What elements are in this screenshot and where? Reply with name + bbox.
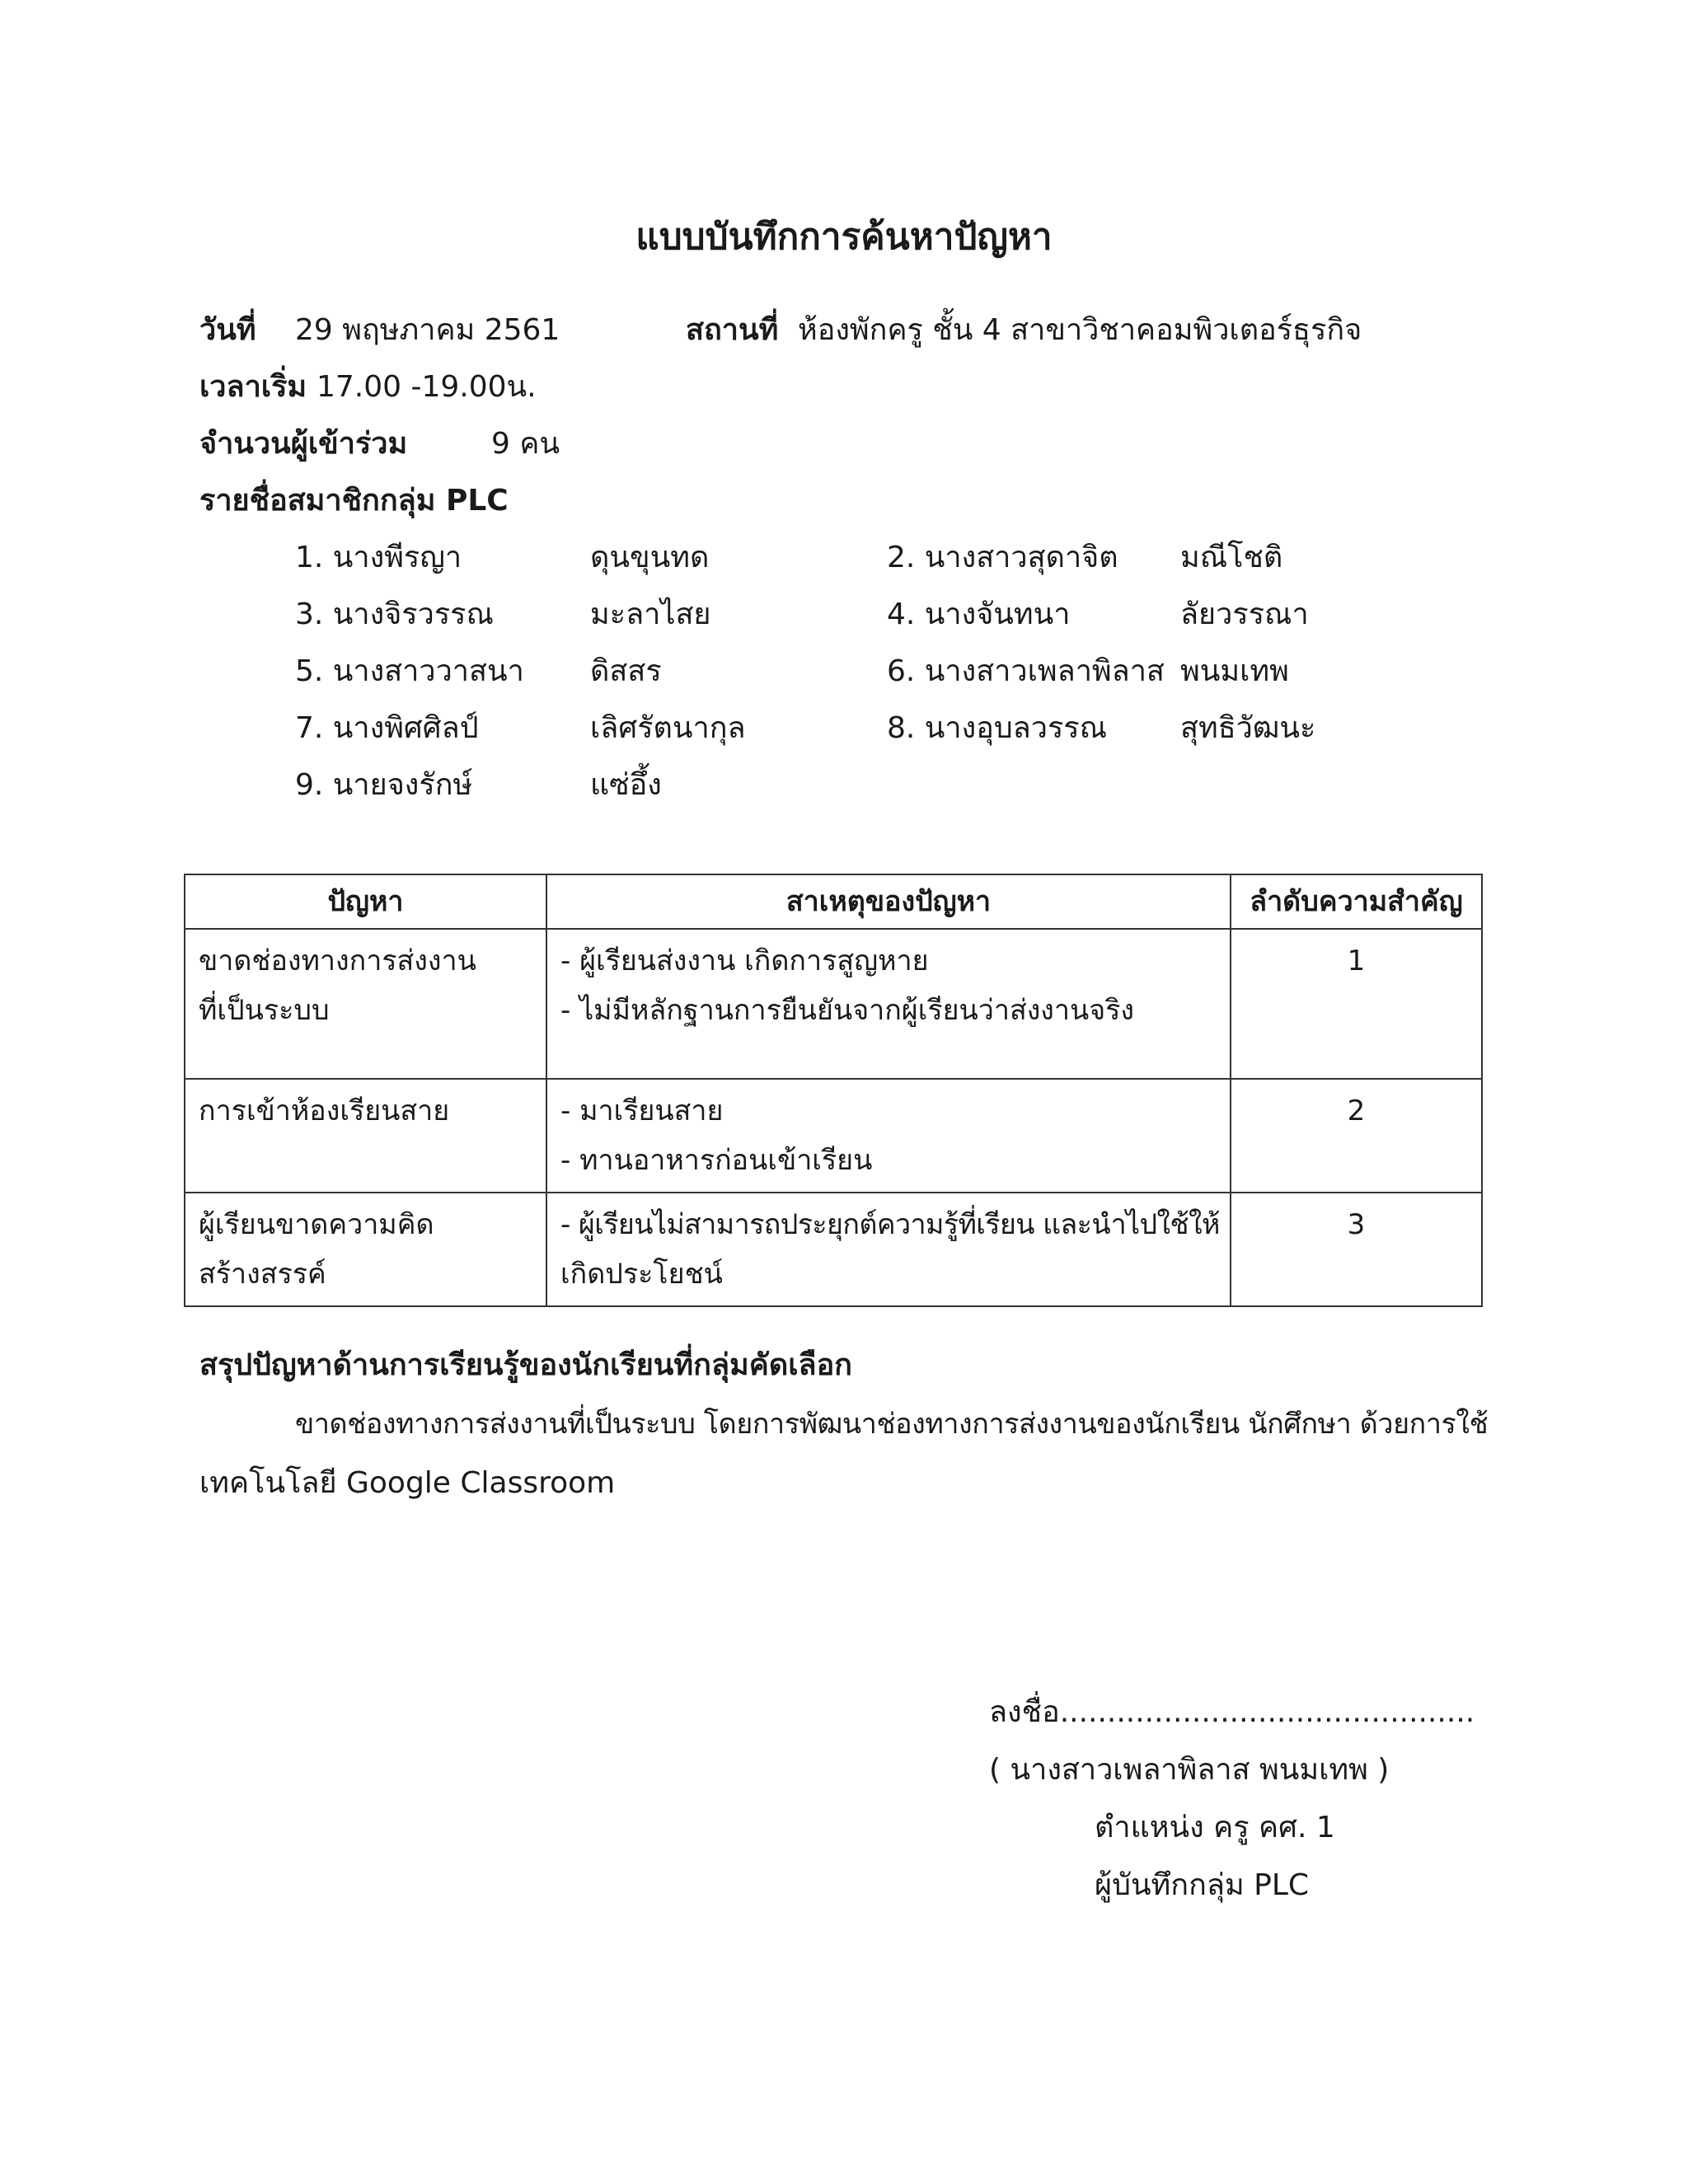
member-surname: มะลาไสย — [590, 598, 711, 631]
members-heading: รายชื่อสมาชิกกลุ่ม PLC — [199, 484, 509, 518]
summary-text: ขาดช่องทางการส่งงานที่เป็นระบบ โดยการพัฒนาช่องทางการส่งงานของนักเรียน นักศึกษา ด้วยการใช้ — [295, 1408, 1489, 1441]
member-name: 5. นางสาววาสนา — [295, 654, 524, 688]
time-value: 17.00 -19.00น. — [316, 370, 537, 404]
problem-text: สร้างสรรค์ — [199, 1258, 326, 1291]
problem-cell — [185, 1193, 546, 1306]
column-header-problem: ปัญหา — [185, 874, 546, 929]
problem-text: ที่เป็นระบบ — [199, 994, 330, 1027]
place-value: ห้องพักครู ชั้น 4 สาขาวิชาคอมพิวเตอร์ธุรกิจ — [798, 313, 1362, 347]
problem-cell — [185, 1079, 546, 1193]
place-label: สถานที่ — [686, 313, 779, 347]
cause-text: - ทานอาหารก่อนเข้าเรียน — [560, 1144, 873, 1177]
member-surname: มณีโชติ — [1180, 541, 1283, 574]
cause-cell — [546, 1079, 1231, 1193]
member-name: 2. นางสาวสุดาจิต — [887, 541, 1118, 574]
member-surname: เลิศรัตนากุล — [590, 711, 746, 745]
member-surname: ดิสสร — [590, 654, 662, 688]
signer-position: ตำแหน่ง ครู คศ. 1 — [1095, 1811, 1335, 1844]
problem-text: ขาดช่องทางการส่งงาน — [199, 944, 476, 977]
priority-cell: 3 — [1231, 1193, 1482, 1306]
member-surname: ลัยวรรณา — [1180, 598, 1309, 631]
time-label: เวลาเริ่ม — [199, 370, 307, 404]
table-header-row — [185, 874, 1482, 929]
date-label: วันที่ — [199, 313, 256, 347]
page-title: แบบบันทึกการค้นหาปัญหา — [635, 216, 1053, 258]
member-name: 3. นางจิรวรรณ — [295, 598, 494, 631]
member-name: 4. นางจันทนา — [887, 598, 1071, 631]
cause-cell — [546, 929, 1231, 1079]
cause-text: - ผู้เรียนส่งงาน เกิดการสูญหาย — [560, 944, 929, 977]
member-surname: สุทธิวัฒนะ — [1180, 711, 1316, 745]
cause-cell — [546, 1193, 1231, 1306]
member-name: 6. นางสาวเพลาพิลาส — [887, 654, 1165, 688]
member-name: 8. นางอุบลวรรณ — [887, 711, 1108, 745]
signer-name: ( นางสาวเพลาพิลาส พนมเทพ ) — [989, 1753, 1390, 1787]
date-value: 29 พฤษภาคม 2561 — [295, 313, 560, 347]
attendee-count-value: 9 คน — [491, 427, 560, 461]
attendee-count-label: จำนวนผู้เข้าร่วม — [199, 427, 408, 461]
member-name: 7. นางพิศศิลป์ — [295, 711, 479, 745]
signature-line: ลงชื่อ............................................ — [989, 1695, 1475, 1729]
member-name: 9. นายจงรักษ์ — [295, 768, 473, 802]
priority-cell: 1 — [1231, 929, 1482, 1079]
member-surname: พนมเทพ — [1180, 654, 1289, 688]
summary-heading: สรุปปัญหาด้านการเรียนรู้ของนักเรียนที่กลุ่มคัดเลือก — [199, 1348, 852, 1382]
column-header-cause: สาเหตุของปัญหา — [546, 874, 1231, 929]
problem-text: ผู้เรียนขาดความคิด — [199, 1208, 434, 1241]
cause-text: เกิดประโยชน์ — [560, 1258, 723, 1291]
cause-text: - ผู้เรียนไม่สามารถประยุกต์ความรู้ที่เรียน และนำไปใช้ให้ — [560, 1208, 1220, 1241]
member-surname: แซ่อึ้ง — [590, 768, 662, 802]
summary-text-continued: เทคโนโลยี Google Classroom — [199, 1466, 616, 1500]
problem-text: การเข้าห้องเรียนสาย — [199, 1094, 450, 1127]
member-surname: ดุนขุนทด — [590, 541, 710, 574]
problem-cell — [185, 929, 546, 1079]
problems-table — [184, 874, 1483, 1307]
cause-text: - มาเรียนสาย — [560, 1094, 724, 1127]
signer-role: ผู้บันทึกกลุ่ม PLC — [1095, 1868, 1310, 1902]
table-row — [185, 1079, 1482, 1193]
table-row — [185, 929, 1482, 1079]
priority-cell: 2 — [1231, 1079, 1482, 1193]
table-row — [185, 1193, 1482, 1306]
cause-text: - ไม่มีหลักฐานการยืนยันจากผู้เรียนว่าส่งงานจริง — [560, 994, 1135, 1027]
member-name: 1. นางพีรญา — [295, 541, 462, 574]
column-header-priority: ลำดับความสำคัญ — [1231, 874, 1482, 929]
